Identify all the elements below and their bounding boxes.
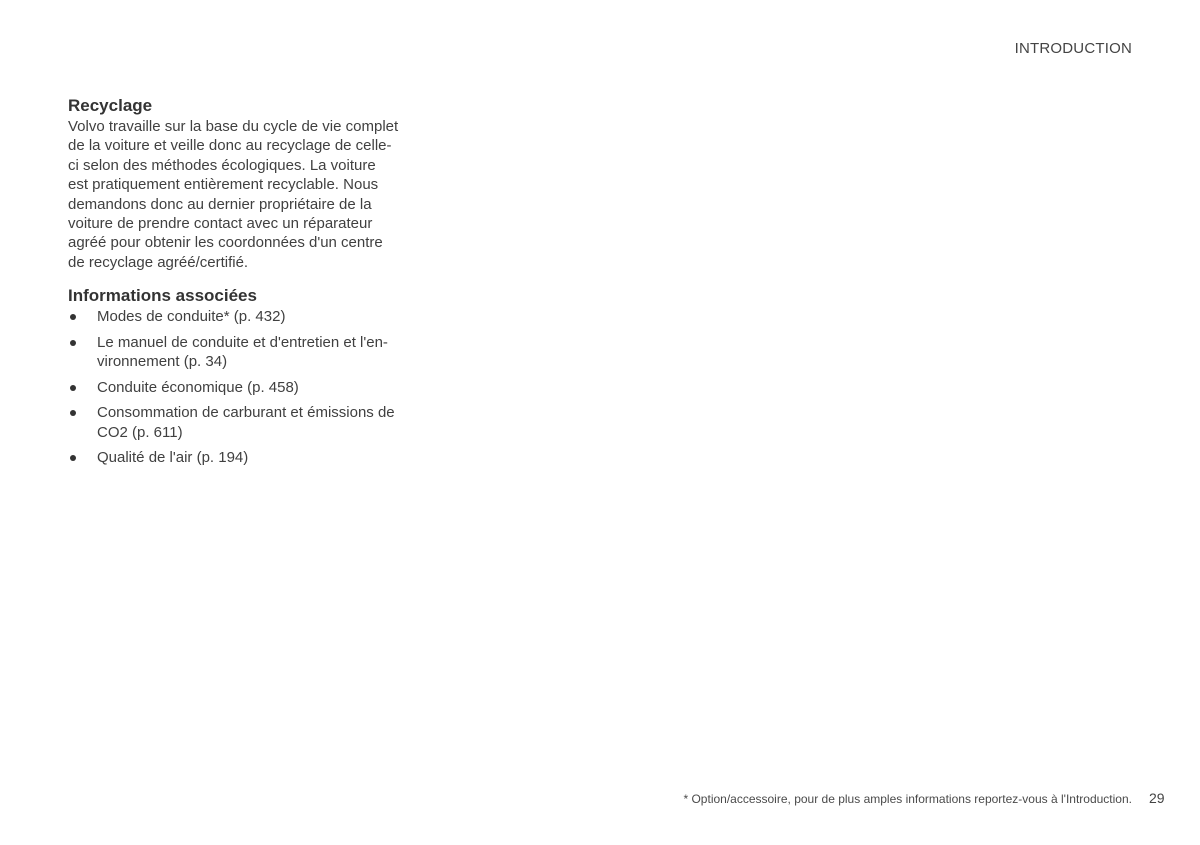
related-info-heading: Informations associées [68,286,257,306]
recycling-heading: Recyclage [68,96,153,115]
related-link[interactable]: Conduite économique (p. 458) [97,378,299,396]
paragraph-line: demandons donc au dernier propriétaire de la [68,195,372,213]
bullet-icon [70,340,76,346]
list-item[interactable] [68,448,403,468]
footnote: * Option/accessoire, pour de plus amples informations reportez-vous à l'Introduction. [683,792,1132,806]
recycling-paragraph [68,117,403,272]
related-link-continued[interactable]: vironnement (p. 34) [97,353,228,371]
list-item[interactable] [68,333,403,372]
paragraph-line: voiture de prendre contact avec un réparateur [68,215,373,233]
related-link[interactable]: Le manuel de conduite et d'entretien et l'en- [97,333,388,351]
related-link-continued[interactable]: CO2 (p. 611) [97,423,183,441]
bullet-icon [70,410,76,416]
main-content [68,95,403,474]
list-item[interactable] [68,403,403,442]
list-item[interactable] [68,378,403,398]
related-link[interactable]: Consommation de carburant et émissions de [97,404,395,422]
section-header: INTRODUCTION [1014,40,1132,57]
paragraph-line: agréé pour obtenir les coordonnées d'un centre [68,234,383,252]
related-link[interactable]: Modes de conduite* (p. 432) [97,308,286,326]
paragraph-line: Volvo travaille sur la base du cycle de vie complet [68,118,399,135]
list-item[interactable] [68,307,403,327]
paragraph-line: de la voiture et veille donc au recyclage de celle- [68,137,392,155]
related-info-list [68,307,403,468]
page-number: 29 [1149,790,1165,806]
bullet-icon [70,314,76,320]
bullet-icon [70,455,76,461]
related-link[interactable]: Qualité de l'air (p. 194) [97,449,249,467]
bullet-icon [70,385,76,391]
paragraph-line: est pratiquement entièrement recyclable. Nous [68,176,379,194]
paragraph-line: de recyclage agréé/certifié. [68,253,249,271]
paragraph-line: ci selon des méthodes écologiques. La voiture [68,156,376,174]
